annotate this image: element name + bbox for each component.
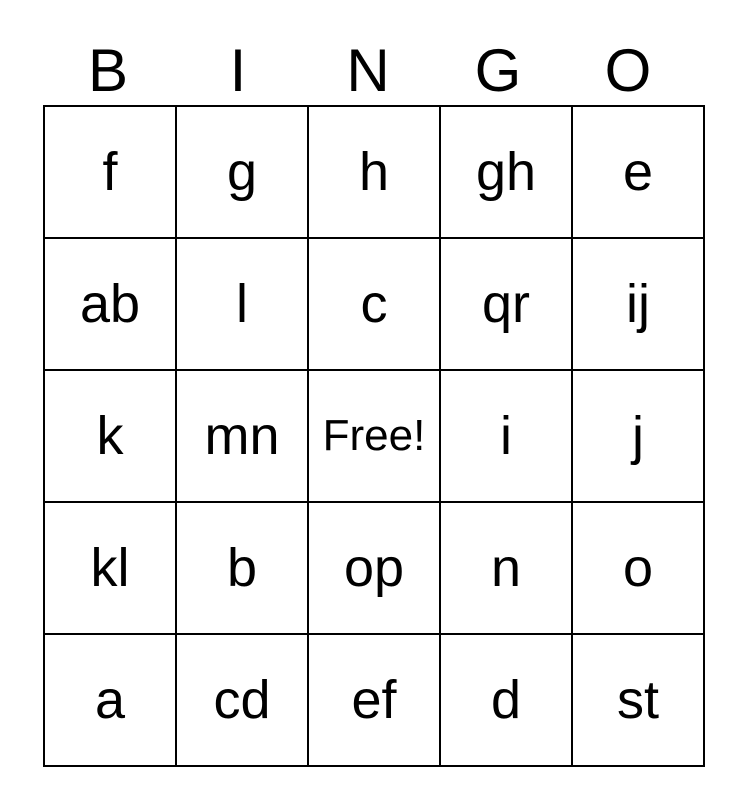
bingo-cell[interactable]: gh (440, 106, 572, 238)
grid-row-5 (44, 634, 704, 766)
bingo-cell[interactable]: ef (308, 634, 440, 766)
header-letter-i: I (229, 37, 247, 104)
bingo-cell[interactable]: ij (572, 238, 704, 370)
header-letter-o: O (604, 37, 652, 104)
grid-row-4 (44, 502, 704, 634)
header-letter-n: N (346, 37, 390, 104)
bingo-cell[interactable]: st (572, 634, 704, 766)
bingo-cell[interactable]: ab (44, 238, 176, 370)
bingo-cell[interactable]: f (44, 106, 176, 238)
header-letter-b: B (87, 37, 129, 104)
bingo-cell[interactable]: n (440, 502, 572, 634)
bingo-cell[interactable]: l (176, 238, 308, 370)
bingo-cell[interactable]: qr (440, 238, 572, 370)
bingo-cell[interactable]: kl (44, 502, 176, 634)
bingo-cell[interactable]: a (44, 634, 176, 766)
bingo-header (43, 0, 693, 105)
grid-row-2 (44, 238, 704, 370)
bingo-cell[interactable]: b (176, 502, 308, 634)
bingo-cell[interactable]: j (572, 370, 704, 502)
bingo-cell[interactable]: d (440, 634, 572, 766)
bingo-cell[interactable]: mn (176, 370, 308, 502)
bingo-cell[interactable]: h (308, 106, 440, 238)
bingo-cell[interactable]: op (308, 502, 440, 634)
free-cell[interactable]: Free! (308, 370, 440, 502)
bingo-card (43, 0, 693, 767)
grid-row-3 (44, 370, 704, 502)
bingo-cell[interactable]: i (440, 370, 572, 502)
header-letter-g: G (474, 37, 522, 104)
bingo-cell[interactable]: g (176, 106, 308, 238)
bingo-cell[interactable]: o (572, 502, 704, 634)
bingo-cell[interactable]: k (44, 370, 176, 502)
grid-row-1 (44, 106, 704, 238)
bingo-cell[interactable]: cd (176, 634, 308, 766)
bingo-grid (43, 105, 705, 767)
bingo-cell[interactable]: e (572, 106, 704, 238)
bingo-cell[interactable]: c (308, 238, 440, 370)
